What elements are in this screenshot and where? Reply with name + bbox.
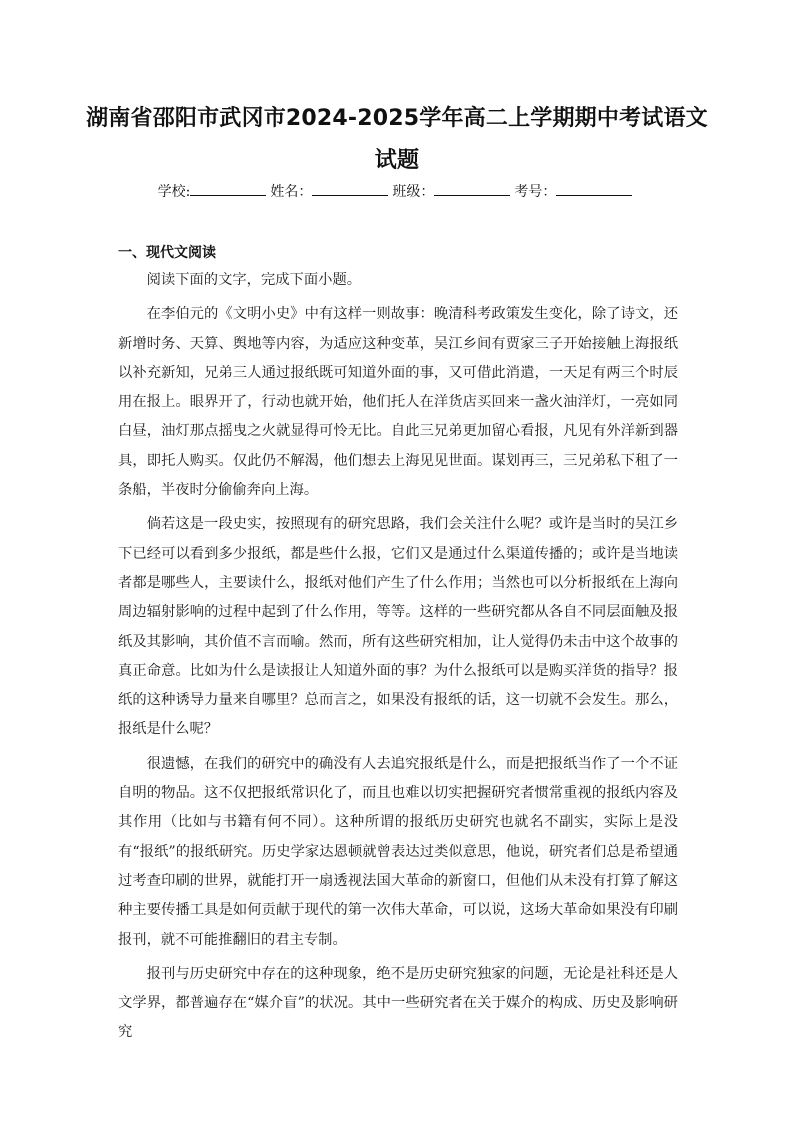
passage-paragraph-3: 很遗憾，在我们的研究中的确没有人去追究报纸是什么，而是把报纸当作了一个不证自明的物品。这不仅把报纸常识化了，而且也难以切实把握研究者惯常重视的报纸内容及其作用（比如与书籍有何不同）。这种所谓的报纸历史研究也就名不副实，实际上是没有“报纸”的报纸研究。历史学家达恩顿就曾表达过类似意思，他说，研究者们总是希望通过考查印刷的世界，就能打开一扇透视法国大革命的新窗口，但他们从未没有打算了解这种主要传播工具是如何贡献于现代的第一次伟大革命，可以说，这场大革命如果没有印刷报刊，就不可能推翻旧的君主专制。: [118, 755, 678, 948]
passage-paragraph-2: 倘若这是一段史实，按照现有的研究思路，我们会关注什么呢？或许是当时的吴江乡下已经可以看到多少报纸，都是些什么报，它们又是通过什么渠道传播的；或许是当地读者都是哪些人，主要读什么，报纸对他们产生了什么作用；当然也可以分析报纸在上海向周边辐射影响的过程中起到了什么作用，等等。这样的一些研究都从各自不同层面触及报纸及其影响，其价值不言而喻。然而，所有这些研究相加，让人觉得仍未击中这个故事的真正命意。比如为什么是读报让人知道外面的事？为什么报纸可以是购买洋货的指导？报纸的这种诱导力量来自哪里？总而言之，如果没有报纸的话，这一切就不会发生。那么，报纸是什么呢？: [118, 516, 678, 738]
passage-paragraph-1: 在李伯元的《文明小史》中有这样一则故事：晚清科考政策发生变化，除了诗文，还新增时务、天算、舆地等内容，为适应这种变革，吴江乡间有贾家三子开始接触上海报纸以补充新知，兄弟三人通过报纸既可知道外面的事，又可借此消遣，一天足有两三个时辰用在报上。眼界开了，行动也就开始，他们托人在洋货店买回来一盏火油洋灯，一亮如同白昼，油灯那点摇曳之火就显得可怜无比。自此三兄弟更加留心看报，凡见有外洋新到器具，即托人购买。仅此仍不解渴，他们想去上海见见世面。谋划再三，三兄弟私下租了一条船，半夜时分偷偷奔向上海。: [118, 306, 678, 499]
school-blank: [190, 181, 266, 196]
exam-no-blank: [556, 181, 632, 196]
section-heading: 一、现代文阅读: [118, 245, 216, 261]
exam-no-label: 考号：: [514, 184, 557, 200]
instruction-text: 阅读下面的文字，完成下面小题。: [146, 272, 362, 288]
reading-passage: [118, 266, 678, 1053]
page-title-line-1: 湖南省邵阳市武冈市2024-2025学年高二上学期期中考试语文: [86, 106, 708, 131]
school-label: 学校:: [157, 184, 191, 200]
page-title-line-2: 试题: [374, 148, 420, 173]
passage-paragraph-4: 报刊与历史研究中存在的这种现象，绝不是历史研究独家的问题，无论是社科还是人文学界，都普遍存在“媒介盲”的状况。其中一些研究者在关于媒介的构成、历史及影响研究: [118, 965, 678, 1041]
class-blank: [434, 181, 510, 196]
class-label: 班级：: [392, 184, 435, 200]
name-blank: [312, 181, 388, 196]
name-label: 姓名：: [270, 184, 313, 200]
student-info-line: [0, 181, 794, 203]
title-block: [0, 100, 794, 180]
